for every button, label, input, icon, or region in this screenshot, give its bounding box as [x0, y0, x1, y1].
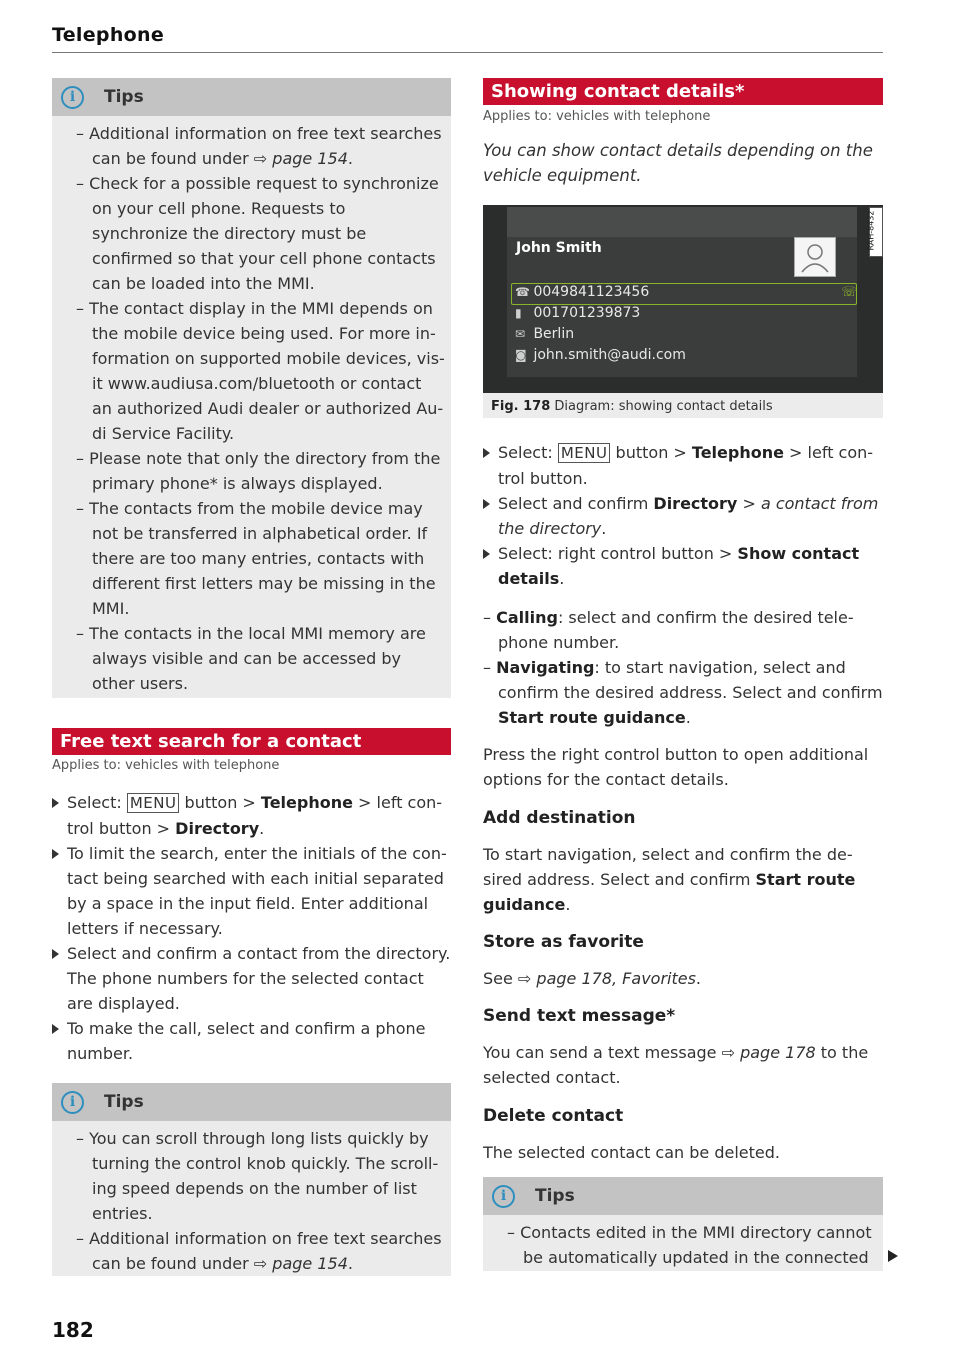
option-item: – Calling: select and confirm the desired telephone number.	[483, 608, 854, 652]
tips-item: – The contact display in the MMI depends on the mobile device being used. For more information on supported mobile devices, visit www.audiusa.com/bluetooth or contact an authorized Audi dealer or authorized Audi Service Facility.	[76, 299, 445, 443]
section-heading-contact-details: Showing contact details*	[483, 78, 883, 105]
tips-list	[64, 121, 445, 696]
arrow-bullet-icon	[483, 499, 490, 509]
continue-arrow-icon	[888, 1250, 898, 1262]
arrow-bullet-icon	[483, 448, 490, 458]
tips-item: – Contacts edited in the MMI directory cannot be automatically updated in the connected	[507, 1223, 872, 1267]
arrow-bullet-icon	[52, 798, 59, 808]
page-number: 182	[52, 1318, 94, 1342]
option-item: – Navigating: to start navigation, select and confirm the desired address. Select and confirm Start route guidance.	[483, 658, 883, 727]
step-item: To limit the search, enter the initials of the contact being searched with each initial separated by a space in the input field. Enter additional letters if necessary.	[52, 841, 454, 941]
contact-avatar-icon	[794, 237, 836, 277]
info-icon: i	[61, 86, 84, 109]
applies-to-note: Applies to: vehicles with telephone	[52, 758, 280, 773]
subheading-delete-contact: Delete contact	[483, 1106, 624, 1126]
figure-code: RAH-8432	[869, 207, 883, 257]
page-link[interactable]: page 178	[740, 1043, 816, 1062]
step-item: Select and confirm Directory > a contact from the directory.	[483, 491, 883, 541]
applies-to-note: Applies to: vehicles with telephone	[483, 109, 711, 124]
info-icon: i	[61, 1091, 84, 1114]
tips-item: – Please note that only the directory from the primary phone* is always displayed.	[76, 449, 441, 493]
screen-title-bar	[507, 207, 857, 237]
arrow-bullet-icon	[483, 549, 490, 559]
paragraph: The selected contact can be deleted.	[483, 1143, 780, 1162]
tips-header	[483, 1177, 883, 1215]
tips-box-1	[52, 78, 451, 698]
mmi-screen-image	[483, 205, 883, 393]
paragraph: To start navigation, select and confirm the desired address. Select and confirm Start route guidance.	[483, 845, 856, 914]
arrow-bullet-icon	[52, 849, 59, 859]
page-link[interactable]: page 178, Favorites	[536, 969, 696, 988]
tips-box-3	[483, 1177, 883, 1271]
page-header-title: Telephone	[52, 24, 165, 46]
tips-box-2	[52, 1083, 451, 1276]
section-intro: You can show contact details depending on the vehicle equipment.	[483, 141, 873, 185]
tips-header	[52, 1083, 451, 1121]
section-heading-free-text-search: Free text search for a contact	[52, 728, 451, 755]
contact-phone-row: ☎ 0049841123456	[515, 284, 650, 300]
step-item: Select and confirm a contact from the directory. The phone numbers for the selected contact are displayed.	[52, 941, 454, 1016]
step-item: Select: MENU button > Telephone > left control button.	[483, 440, 883, 491]
instruction-steps	[52, 790, 454, 1066]
tips-title: Tips	[104, 87, 144, 107]
figure-caption: Fig. 178 Diagram: showing contact details	[491, 399, 773, 414]
phone-icon: ☎	[515, 285, 530, 299]
paragraph: You can send a text message ⇨ page 178 to the selected contact.	[483, 1043, 869, 1087]
subheading-add-destination: Add destination	[483, 808, 636, 828]
arrow-bullet-icon	[52, 1024, 59, 1034]
option-list	[483, 605, 883, 730]
step-item: To make the call, select and confirm a phone number.	[52, 1016, 454, 1066]
header-divider	[52, 52, 883, 53]
tips-title: Tips	[535, 1186, 575, 1206]
contact-email-row: ◙ john.smith@audi.com	[515, 347, 686, 363]
email-icon: ◙	[515, 348, 527, 362]
tips-item: – Check for a possible request to synchronize on your cell phone. Requests to synchronize the directory must be confirmed so that your cell phone contacts can be loaded into the MMI.	[76, 174, 439, 293]
tips-item: – You can scroll through long lists quickly by turning the control knob quickly. The scrolling speed depends on the number of list entries.	[76, 1129, 439, 1223]
menu-key-label: MENU	[558, 443, 611, 463]
tips-item: – The contacts from the mobile device may not be transferred in alphabetical order. If there are too many entries, contacts with different first letters may be missing in the MMI.	[76, 499, 436, 618]
page-link[interactable]: page 154	[272, 149, 348, 168]
paragraph: See ⇨ page 178, Favorites.	[483, 969, 702, 988]
step-item: Select: right control button > Show contact details.	[483, 541, 883, 591]
tips-list	[495, 1220, 877, 1270]
info-icon: i	[492, 1185, 515, 1208]
tips-header	[52, 78, 451, 116]
contact-address-row: ✉ Berlin	[515, 326, 575, 342]
subheading-store-favorite: Store as favorite	[483, 932, 644, 952]
step-item: Select: MENU button > Telephone > left control button > Directory.	[52, 790, 454, 841]
arrow-bullet-icon	[52, 949, 59, 959]
tips-title: Tips	[104, 1092, 144, 1112]
page-link[interactable]: page 154	[272, 1254, 348, 1273]
tips-list	[64, 1126, 445, 1276]
menu-key-label: MENU	[127, 793, 180, 813]
contact-mobile-row: ▮ 001701239873	[515, 305, 641, 321]
tips-item: – Additional information on free text searches can be found under ⇨ page 154.	[76, 124, 442, 168]
contact-name: John Smith	[516, 240, 602, 256]
figure-contact-details	[483, 205, 883, 418]
call-icon: ☏	[841, 285, 858, 300]
tips-item: – Additional information on free text searches can be found under ⇨ page 154.	[76, 1229, 442, 1273]
mobile-phone-icon: ▮	[515, 306, 522, 320]
paragraph: Press the right control button to open additional options for the contact details.	[483, 745, 869, 789]
address-icon: ✉	[515, 327, 526, 341]
subheading-send-text: Send text message*	[483, 1006, 676, 1026]
tips-item: – The contacts in the local MMI memory are always visible and can be accessed by other users.	[76, 624, 426, 693]
contact-steps	[483, 440, 883, 591]
